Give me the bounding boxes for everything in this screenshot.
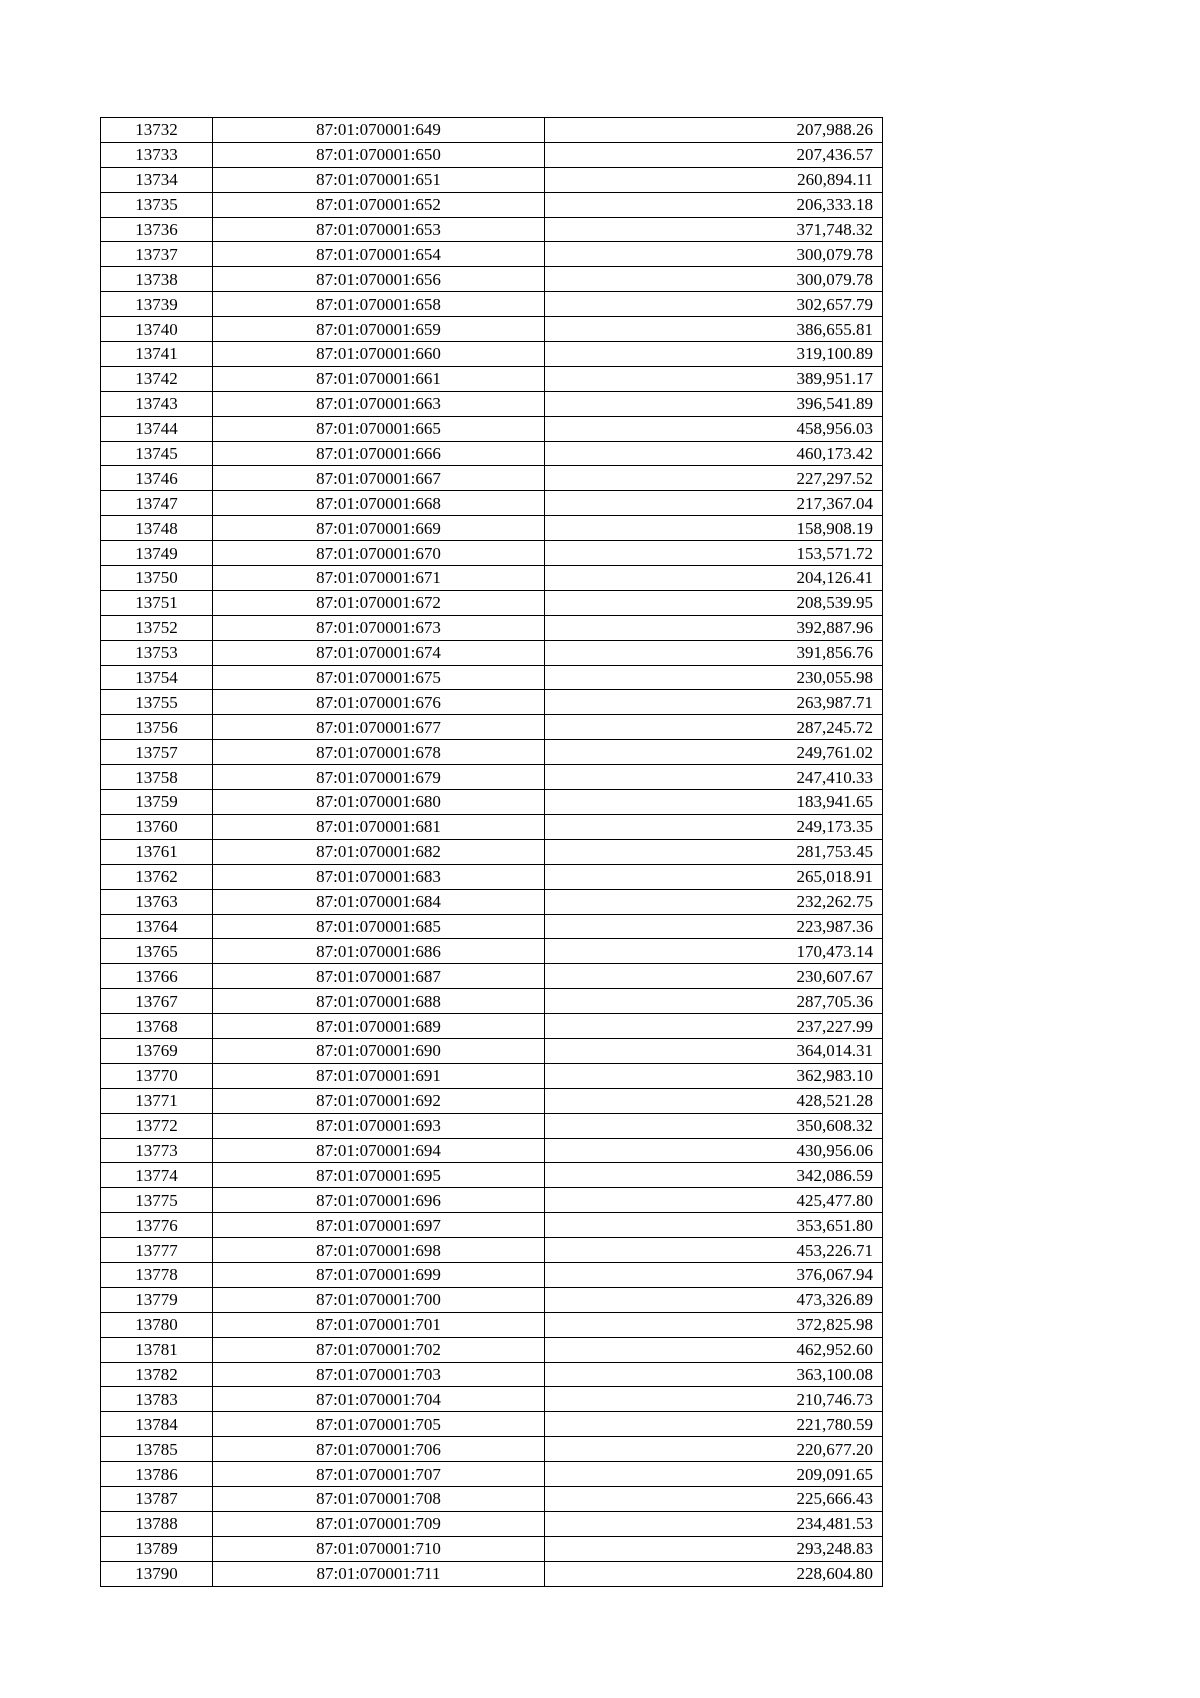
row-number-cell: 13783 bbox=[101, 1387, 213, 1412]
value-cell: 386,655.81 bbox=[545, 317, 883, 342]
row-number-cell: 13790 bbox=[101, 1561, 213, 1586]
value-cell: 225,666.43 bbox=[545, 1486, 883, 1511]
table-row bbox=[101, 416, 883, 441]
cadastral-number-cell: 87:01:070001:710 bbox=[213, 1536, 545, 1561]
value-cell: 458,956.03 bbox=[545, 416, 883, 441]
value-cell: 462,952.60 bbox=[545, 1337, 883, 1362]
value-cell: 232,262.75 bbox=[545, 889, 883, 914]
row-number-cell: 13768 bbox=[101, 1014, 213, 1039]
value-cell: 350,608.32 bbox=[545, 1113, 883, 1138]
cadastral-number-cell: 87:01:070001:656 bbox=[213, 267, 545, 292]
row-number-cell: 13742 bbox=[101, 366, 213, 391]
row-number-cell: 13755 bbox=[101, 690, 213, 715]
cadastral-number-cell: 87:01:070001:691 bbox=[213, 1063, 545, 1088]
value-cell: 300,079.78 bbox=[545, 242, 883, 267]
value-cell: 362,983.10 bbox=[545, 1063, 883, 1088]
row-number-cell: 13732 bbox=[101, 118, 213, 143]
table-row bbox=[101, 391, 883, 416]
table-row bbox=[101, 1213, 883, 1238]
row-number-cell: 13763 bbox=[101, 889, 213, 914]
cadastral-number-cell: 87:01:070001:670 bbox=[213, 541, 545, 566]
cadastral-number-cell: 87:01:070001:680 bbox=[213, 790, 545, 815]
row-number-cell: 13744 bbox=[101, 416, 213, 441]
cadastral-number-cell: 87:01:070001:695 bbox=[213, 1163, 545, 1188]
row-number-cell: 13775 bbox=[101, 1188, 213, 1213]
value-cell: 223,987.36 bbox=[545, 914, 883, 939]
cadastral-number-cell: 87:01:070001:693 bbox=[213, 1113, 545, 1138]
value-cell: 389,951.17 bbox=[545, 366, 883, 391]
row-number-cell: 13765 bbox=[101, 939, 213, 964]
row-number-cell: 13746 bbox=[101, 466, 213, 491]
value-cell: 249,761.02 bbox=[545, 740, 883, 765]
row-number-cell: 13752 bbox=[101, 615, 213, 640]
table-row bbox=[101, 1063, 883, 1088]
value-cell: 249,173.35 bbox=[545, 814, 883, 839]
cadastral-number-cell: 87:01:070001:700 bbox=[213, 1287, 545, 1312]
table-row bbox=[101, 491, 883, 516]
value-cell: 247,410.33 bbox=[545, 765, 883, 790]
table-row bbox=[101, 1437, 883, 1462]
row-number-cell: 13788 bbox=[101, 1511, 213, 1536]
value-cell: 281,753.45 bbox=[545, 839, 883, 864]
value-cell: 353,651.80 bbox=[545, 1213, 883, 1238]
table-row bbox=[101, 1014, 883, 1039]
cadastral-number-cell: 87:01:070001:658 bbox=[213, 292, 545, 317]
cadastral-number-cell: 87:01:070001:706 bbox=[213, 1437, 545, 1462]
value-cell: 227,297.52 bbox=[545, 466, 883, 491]
row-number-cell: 13741 bbox=[101, 342, 213, 367]
value-cell: 342,086.59 bbox=[545, 1163, 883, 1188]
cadastral-number-cell: 87:01:070001:653 bbox=[213, 217, 545, 242]
row-number-cell: 13781 bbox=[101, 1337, 213, 1362]
table-row bbox=[101, 566, 883, 591]
cadastral-number-cell: 87:01:070001:697 bbox=[213, 1213, 545, 1238]
value-cell: 396,541.89 bbox=[545, 391, 883, 416]
table-row bbox=[101, 142, 883, 167]
row-number-cell: 13754 bbox=[101, 665, 213, 690]
row-number-cell: 13778 bbox=[101, 1262, 213, 1287]
value-cell: 204,126.41 bbox=[545, 566, 883, 591]
cadastral-number-cell: 87:01:070001:671 bbox=[213, 566, 545, 591]
value-cell: 460,173.42 bbox=[545, 441, 883, 466]
table-row bbox=[101, 814, 883, 839]
cadastral-number-cell: 87:01:070001:698 bbox=[213, 1238, 545, 1263]
value-cell: 217,367.04 bbox=[545, 491, 883, 516]
value-cell: 372,825.98 bbox=[545, 1312, 883, 1337]
table-row bbox=[101, 366, 883, 391]
cadastral-number-cell: 87:01:070001:699 bbox=[213, 1262, 545, 1287]
cadastral-number-cell: 87:01:070001:688 bbox=[213, 989, 545, 1014]
value-cell: 158,908.19 bbox=[545, 516, 883, 541]
table-row bbox=[101, 914, 883, 939]
row-number-cell: 13774 bbox=[101, 1163, 213, 1188]
cadastral-number-cell: 87:01:070001:660 bbox=[213, 342, 545, 367]
cadastral-number-cell: 87:01:070001:711 bbox=[213, 1561, 545, 1586]
value-cell: 234,481.53 bbox=[545, 1511, 883, 1536]
data-table bbox=[100, 117, 883, 1587]
cadastral-number-cell: 87:01:070001:696 bbox=[213, 1188, 545, 1213]
cadastral-number-cell: 87:01:070001:702 bbox=[213, 1337, 545, 1362]
cadastral-number-cell: 87:01:070001:667 bbox=[213, 466, 545, 491]
table-row bbox=[101, 1362, 883, 1387]
cadastral-number-cell: 87:01:070001:685 bbox=[213, 914, 545, 939]
cadastral-number-cell: 87:01:070001:665 bbox=[213, 416, 545, 441]
table-row bbox=[101, 1337, 883, 1362]
value-cell: 425,477.80 bbox=[545, 1188, 883, 1213]
row-number-cell: 13733 bbox=[101, 142, 213, 167]
value-cell: 302,657.79 bbox=[545, 292, 883, 317]
row-number-cell: 13767 bbox=[101, 989, 213, 1014]
cadastral-number-cell: 87:01:070001:679 bbox=[213, 765, 545, 790]
cadastral-number-cell: 87:01:070001:687 bbox=[213, 964, 545, 989]
cadastral-number-cell: 87:01:070001:681 bbox=[213, 814, 545, 839]
row-number-cell: 13750 bbox=[101, 566, 213, 591]
row-number-cell: 13772 bbox=[101, 1113, 213, 1138]
table-row bbox=[101, 864, 883, 889]
table-row bbox=[101, 590, 883, 615]
table-row bbox=[101, 1138, 883, 1163]
table-row bbox=[101, 217, 883, 242]
row-number-cell: 13761 bbox=[101, 839, 213, 864]
cadastral-number-cell: 87:01:070001:705 bbox=[213, 1412, 545, 1437]
table-row bbox=[101, 1188, 883, 1213]
row-number-cell: 13753 bbox=[101, 640, 213, 665]
cadastral-number-cell: 87:01:070001:674 bbox=[213, 640, 545, 665]
cadastral-number-cell: 87:01:070001:672 bbox=[213, 590, 545, 615]
table-row bbox=[101, 317, 883, 342]
table-row bbox=[101, 765, 883, 790]
value-cell: 287,245.72 bbox=[545, 715, 883, 740]
table-row bbox=[101, 267, 883, 292]
table-row bbox=[101, 665, 883, 690]
table-row bbox=[101, 1486, 883, 1511]
row-number-cell: 13780 bbox=[101, 1312, 213, 1337]
table-row bbox=[101, 1163, 883, 1188]
value-cell: 183,941.65 bbox=[545, 790, 883, 815]
row-number-cell: 13740 bbox=[101, 317, 213, 342]
row-number-cell: 13789 bbox=[101, 1536, 213, 1561]
table-row bbox=[101, 242, 883, 267]
value-cell: 300,079.78 bbox=[545, 267, 883, 292]
table-row bbox=[101, 1262, 883, 1287]
row-number-cell: 13769 bbox=[101, 1038, 213, 1063]
table-row bbox=[101, 1412, 883, 1437]
table-row bbox=[101, 889, 883, 914]
value-cell: 371,748.32 bbox=[545, 217, 883, 242]
cadastral-number-cell: 87:01:070001:694 bbox=[213, 1138, 545, 1163]
row-number-cell: 13743 bbox=[101, 391, 213, 416]
row-number-cell: 13779 bbox=[101, 1287, 213, 1312]
row-number-cell: 13734 bbox=[101, 167, 213, 192]
row-number-cell: 13785 bbox=[101, 1437, 213, 1462]
cadastral-number-cell: 87:01:070001:673 bbox=[213, 615, 545, 640]
value-cell: 287,705.36 bbox=[545, 989, 883, 1014]
row-number-cell: 13739 bbox=[101, 292, 213, 317]
value-cell: 153,571.72 bbox=[545, 541, 883, 566]
row-number-cell: 13735 bbox=[101, 192, 213, 217]
table-row bbox=[101, 1088, 883, 1113]
value-cell: 319,100.89 bbox=[545, 342, 883, 367]
table-row bbox=[101, 1561, 883, 1586]
table-row bbox=[101, 715, 883, 740]
cadastral-number-cell: 87:01:070001:651 bbox=[213, 167, 545, 192]
table-row bbox=[101, 466, 883, 491]
value-cell: 230,607.67 bbox=[545, 964, 883, 989]
row-number-cell: 13771 bbox=[101, 1088, 213, 1113]
table-row bbox=[101, 740, 883, 765]
table-row bbox=[101, 1287, 883, 1312]
cadastral-number-cell: 87:01:070001:683 bbox=[213, 864, 545, 889]
value-cell: 364,014.31 bbox=[545, 1038, 883, 1063]
cadastral-number-cell: 87:01:070001:659 bbox=[213, 317, 545, 342]
value-cell: 210,746.73 bbox=[545, 1387, 883, 1412]
cadastral-number-cell: 87:01:070001:708 bbox=[213, 1486, 545, 1511]
row-number-cell: 13786 bbox=[101, 1462, 213, 1487]
row-number-cell: 13773 bbox=[101, 1138, 213, 1163]
row-number-cell: 13758 bbox=[101, 765, 213, 790]
value-cell: 376,067.94 bbox=[545, 1262, 883, 1287]
value-cell: 260,894.11 bbox=[545, 167, 883, 192]
cadastral-number-cell: 87:01:070001:689 bbox=[213, 1014, 545, 1039]
table-row bbox=[101, 167, 883, 192]
table-row bbox=[101, 690, 883, 715]
cadastral-number-cell: 87:01:070001:709 bbox=[213, 1511, 545, 1536]
value-cell: 208,539.95 bbox=[545, 590, 883, 615]
cadastral-number-cell: 87:01:070001:684 bbox=[213, 889, 545, 914]
table-row bbox=[101, 964, 883, 989]
row-number-cell: 13757 bbox=[101, 740, 213, 765]
value-cell: 293,248.83 bbox=[545, 1536, 883, 1561]
row-number-cell: 13784 bbox=[101, 1412, 213, 1437]
row-number-cell: 13751 bbox=[101, 590, 213, 615]
value-cell: 430,956.06 bbox=[545, 1138, 883, 1163]
cadastral-number-cell: 87:01:070001:652 bbox=[213, 192, 545, 217]
cadastral-number-cell: 87:01:070001:690 bbox=[213, 1038, 545, 1063]
cadastral-number-cell: 87:01:070001:707 bbox=[213, 1462, 545, 1487]
row-number-cell: 13749 bbox=[101, 541, 213, 566]
cadastral-number-cell: 87:01:070001:650 bbox=[213, 142, 545, 167]
table-row bbox=[101, 541, 883, 566]
row-number-cell: 13759 bbox=[101, 790, 213, 815]
cadastral-number-cell: 87:01:070001:678 bbox=[213, 740, 545, 765]
table-row bbox=[101, 615, 883, 640]
cadastral-number-cell: 87:01:070001:675 bbox=[213, 665, 545, 690]
row-number-cell: 13766 bbox=[101, 964, 213, 989]
table-row bbox=[101, 516, 883, 541]
row-number-cell: 13764 bbox=[101, 914, 213, 939]
value-cell: 453,226.71 bbox=[545, 1238, 883, 1263]
row-number-cell: 13776 bbox=[101, 1213, 213, 1238]
row-number-cell: 13770 bbox=[101, 1063, 213, 1088]
table-row bbox=[101, 292, 883, 317]
cadastral-number-cell: 87:01:070001:666 bbox=[213, 441, 545, 466]
value-cell: 263,987.71 bbox=[545, 690, 883, 715]
cadastral-number-cell: 87:01:070001:676 bbox=[213, 690, 545, 715]
table-row bbox=[101, 342, 883, 367]
cadastral-number-cell: 87:01:070001:654 bbox=[213, 242, 545, 267]
table-row bbox=[101, 640, 883, 665]
cadastral-number-cell: 87:01:070001:668 bbox=[213, 491, 545, 516]
value-cell: 170,473.14 bbox=[545, 939, 883, 964]
value-cell: 220,677.20 bbox=[545, 1437, 883, 1462]
value-cell: 209,091.65 bbox=[545, 1462, 883, 1487]
cadastral-number-cell: 87:01:070001:669 bbox=[213, 516, 545, 541]
row-number-cell: 13736 bbox=[101, 217, 213, 242]
table-row bbox=[101, 839, 883, 864]
value-cell: 206,333.18 bbox=[545, 192, 883, 217]
row-number-cell: 13787 bbox=[101, 1486, 213, 1511]
table-row bbox=[101, 939, 883, 964]
row-number-cell: 13738 bbox=[101, 267, 213, 292]
row-number-cell: 13777 bbox=[101, 1238, 213, 1263]
cadastral-number-cell: 87:01:070001:682 bbox=[213, 839, 545, 864]
row-number-cell: 13745 bbox=[101, 441, 213, 466]
value-cell: 392,887.96 bbox=[545, 615, 883, 640]
value-cell: 230,055.98 bbox=[545, 665, 883, 690]
row-number-cell: 13762 bbox=[101, 864, 213, 889]
cadastral-number-cell: 87:01:070001:692 bbox=[213, 1088, 545, 1113]
value-cell: 473,326.89 bbox=[545, 1287, 883, 1312]
table-row bbox=[101, 989, 883, 1014]
table-row bbox=[101, 1462, 883, 1487]
value-cell: 391,856.76 bbox=[545, 640, 883, 665]
cadastral-number-cell: 87:01:070001:649 bbox=[213, 118, 545, 143]
cadastral-number-cell: 87:01:070001:677 bbox=[213, 715, 545, 740]
table-row bbox=[101, 1238, 883, 1263]
table-row bbox=[101, 790, 883, 815]
value-cell: 363,100.08 bbox=[545, 1362, 883, 1387]
table-body bbox=[101, 118, 883, 1587]
cadastral-number-cell: 87:01:070001:686 bbox=[213, 939, 545, 964]
row-number-cell: 13760 bbox=[101, 814, 213, 839]
table-row bbox=[101, 192, 883, 217]
row-number-cell: 13748 bbox=[101, 516, 213, 541]
table-row bbox=[101, 1536, 883, 1561]
value-cell: 237,227.99 bbox=[545, 1014, 883, 1039]
table-row bbox=[101, 441, 883, 466]
cadastral-number-cell: 87:01:070001:661 bbox=[213, 366, 545, 391]
cadastral-number-cell: 87:01:070001:663 bbox=[213, 391, 545, 416]
cadastral-number-cell: 87:01:070001:701 bbox=[213, 1312, 545, 1337]
row-number-cell: 13782 bbox=[101, 1362, 213, 1387]
row-number-cell: 13756 bbox=[101, 715, 213, 740]
table-row bbox=[101, 1511, 883, 1536]
table-row bbox=[101, 118, 883, 143]
value-cell: 265,018.91 bbox=[545, 864, 883, 889]
table-row bbox=[101, 1113, 883, 1138]
cadastral-number-cell: 87:01:070001:703 bbox=[213, 1362, 545, 1387]
value-cell: 428,521.28 bbox=[545, 1088, 883, 1113]
row-number-cell: 13737 bbox=[101, 242, 213, 267]
value-cell: 221,780.59 bbox=[545, 1412, 883, 1437]
cadastral-number-cell: 87:01:070001:704 bbox=[213, 1387, 545, 1412]
table-row bbox=[101, 1038, 883, 1063]
row-number-cell: 13747 bbox=[101, 491, 213, 516]
value-cell: 207,988.26 bbox=[545, 118, 883, 143]
table-row bbox=[101, 1387, 883, 1412]
table-row bbox=[101, 1312, 883, 1337]
value-cell: 228,604.80 bbox=[545, 1561, 883, 1586]
value-cell: 207,436.57 bbox=[545, 142, 883, 167]
